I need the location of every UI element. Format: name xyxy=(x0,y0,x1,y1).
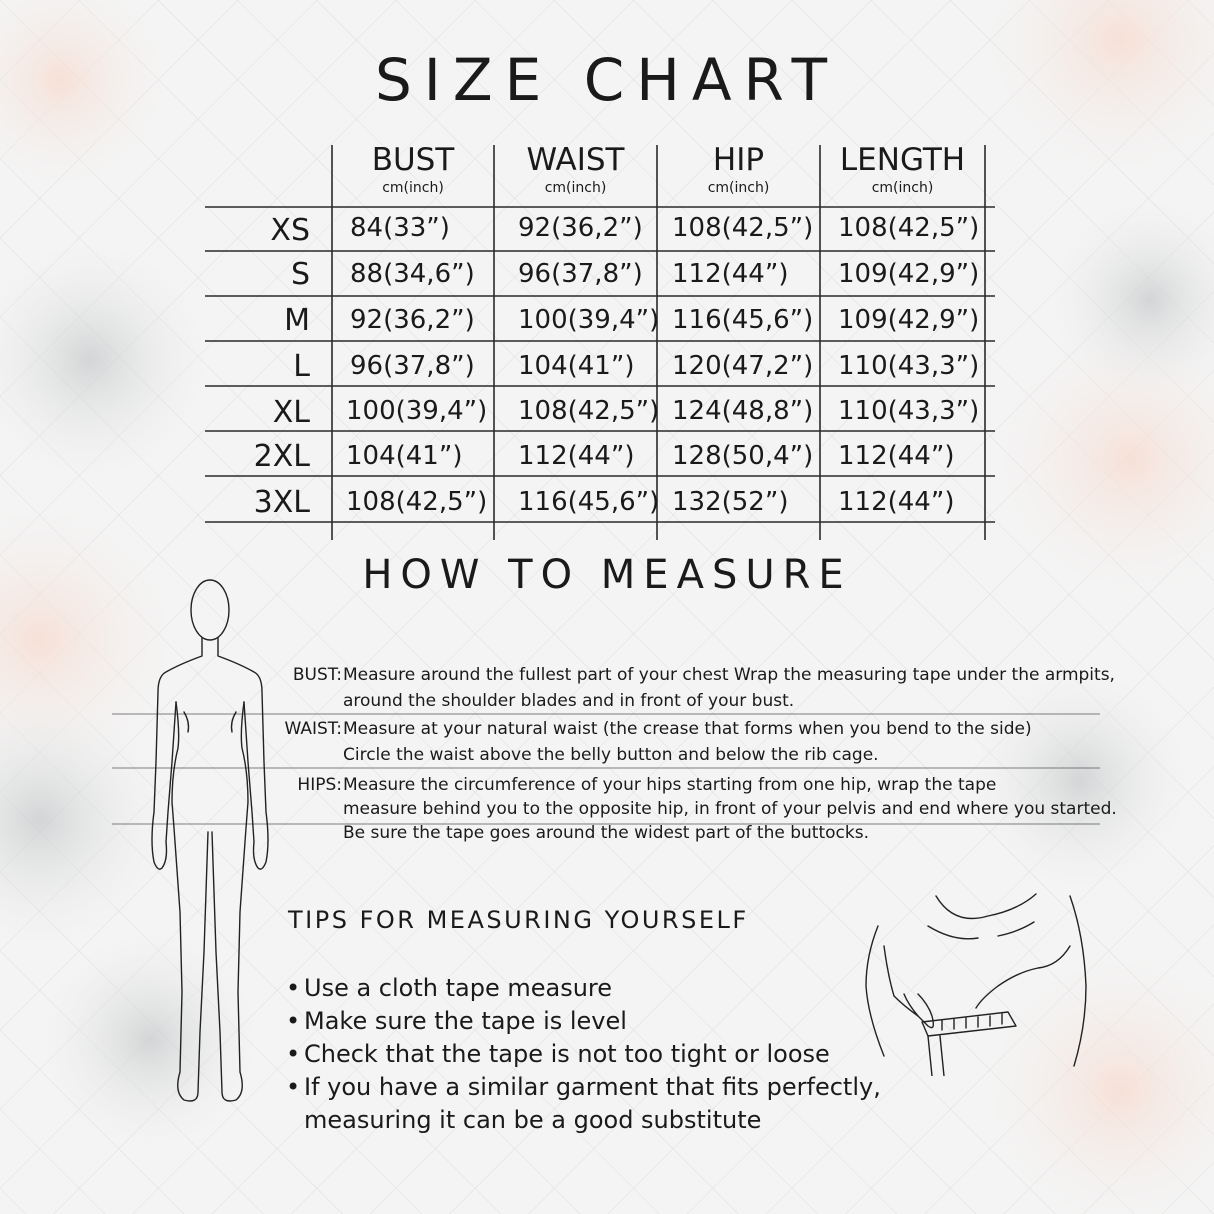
measure-hips xyxy=(0,772,1214,852)
table-cell-length: 110(43,3”) xyxy=(838,396,980,426)
column-unit: cm(inch) xyxy=(382,180,444,196)
list-item xyxy=(286,1071,881,1137)
table-cell-hip: 116(45,6”) xyxy=(672,305,814,335)
table-cell-bust: 104(41”) xyxy=(346,441,463,471)
table-cell-length: 110(43,3”) xyxy=(838,351,980,381)
tip-text: Check that the tape is not too tight or loose xyxy=(304,1040,830,1068)
measure-label: HIPS: xyxy=(297,775,342,795)
table-cell-length: 109(42,9”) xyxy=(838,305,980,335)
row-label-size: M xyxy=(284,303,310,338)
measure-label: WAIST: xyxy=(284,719,342,739)
measure-waist xyxy=(0,716,1214,776)
table-cell-waist: 104(41”) xyxy=(518,351,635,381)
table-cell-length: 109(42,9”) xyxy=(838,259,980,289)
measure-label: BUST: xyxy=(292,665,342,685)
measure-line: around the shoulder blades and in front of your bust. xyxy=(343,691,795,711)
list-item xyxy=(286,972,881,1005)
table-cell-bust: 84(33”) xyxy=(350,213,450,243)
column-header-bust xyxy=(333,142,493,198)
tips-list xyxy=(286,972,881,1137)
row-label-size: XS xyxy=(270,213,310,248)
measure-line: Be sure the tape goes around the widest part of the buttocks. xyxy=(343,823,869,843)
table-cell-bust: 96(37,8”) xyxy=(350,351,475,381)
waist-tape-measure-icon xyxy=(858,886,1098,1076)
measure-line: Measure at your natural waist (the crease that forms when you bend to the side) xyxy=(343,719,1032,739)
table-cell-waist: 100(39,4”) xyxy=(518,305,660,335)
table-cell-hip: 132(52”) xyxy=(672,487,789,517)
measure-line: Circle the waist above the belly button and below the rib cage. xyxy=(343,745,879,765)
table-cell-length: 112(44”) xyxy=(838,441,955,471)
row-label-size: S xyxy=(290,257,310,292)
table-cell-bust: 100(39,4”) xyxy=(346,396,488,426)
table-cell-bust: 108(42,5”) xyxy=(346,487,488,517)
table-cell-hip: 128(50,4”) xyxy=(672,441,814,471)
column-header-label: HIP xyxy=(712,142,765,178)
table-cell-hip: 112(44”) xyxy=(672,259,789,289)
how-to-measure-title: HOW TO MEASURE xyxy=(362,552,852,598)
column-header-hip xyxy=(658,142,819,198)
bullet: • xyxy=(286,1007,301,1035)
bullet: • xyxy=(286,974,301,1002)
column-unit: cm(inch) xyxy=(707,180,770,196)
bullet: • xyxy=(286,1040,301,1068)
table-cell-hip: 120(47,2”) xyxy=(672,351,814,381)
column-header-label: WAIST xyxy=(526,142,625,178)
bullet: • xyxy=(286,1073,301,1101)
table-cell-waist: 96(37,8”) xyxy=(518,259,643,289)
measure-bust xyxy=(0,662,1214,722)
table-cell-hip: 124(48,8”) xyxy=(672,396,814,426)
table-cell-waist: 92(36,2”) xyxy=(518,213,643,243)
table-cell-waist: 108(42,5”) xyxy=(518,396,660,426)
row-label-size: L xyxy=(293,349,310,384)
tip-text: Use a cloth tape measure xyxy=(304,974,613,1002)
column-unit: cm(inch) xyxy=(544,180,607,196)
column-header-label: BUST xyxy=(371,142,455,178)
list-item xyxy=(286,1038,881,1071)
column-header-length xyxy=(821,142,984,198)
measure-line: Measure around the fullest part of your chest Wrap the measuring tape under the armpits, xyxy=(343,665,1115,685)
table-cell-waist: 116(45,6”) xyxy=(518,487,660,517)
table-cell-length: 108(42,5”) xyxy=(838,213,980,243)
table-cell-waist: 112(44”) xyxy=(518,441,635,471)
list-item xyxy=(286,1005,881,1038)
column-header-waist xyxy=(495,142,656,198)
table-cell-hip: 108(42,5”) xyxy=(672,213,814,243)
tip-text: Make sure the tape is level xyxy=(304,1007,627,1035)
tips-title: TIPS FOR MEASURING YOURSELF xyxy=(288,906,749,934)
column-header-label: LENGTH xyxy=(839,142,966,178)
tip-text-continued: measuring it can be a good substitute xyxy=(304,1106,762,1134)
tip-text: If you have a similar garment that fits perfectly, xyxy=(304,1073,881,1101)
page-title: SIZE CHART xyxy=(374,46,840,114)
row-label-size: XL xyxy=(272,395,310,430)
table-cell-bust: 92(36,2”) xyxy=(350,305,475,335)
row-label-size: 3XL xyxy=(253,485,310,520)
table-cell-bust: 88(34,6”) xyxy=(350,259,475,289)
measure-line: Measure the circumference of your hips starting from one hip, wrap the tape xyxy=(343,775,997,795)
measure-line: measure behind you to the opposite hip, in front of your pelvis and end where you started. xyxy=(343,799,1117,819)
table-cell-length: 112(44”) xyxy=(838,487,955,517)
column-unit: cm(inch) xyxy=(871,180,934,196)
row-label-size: 2XL xyxy=(253,439,310,474)
